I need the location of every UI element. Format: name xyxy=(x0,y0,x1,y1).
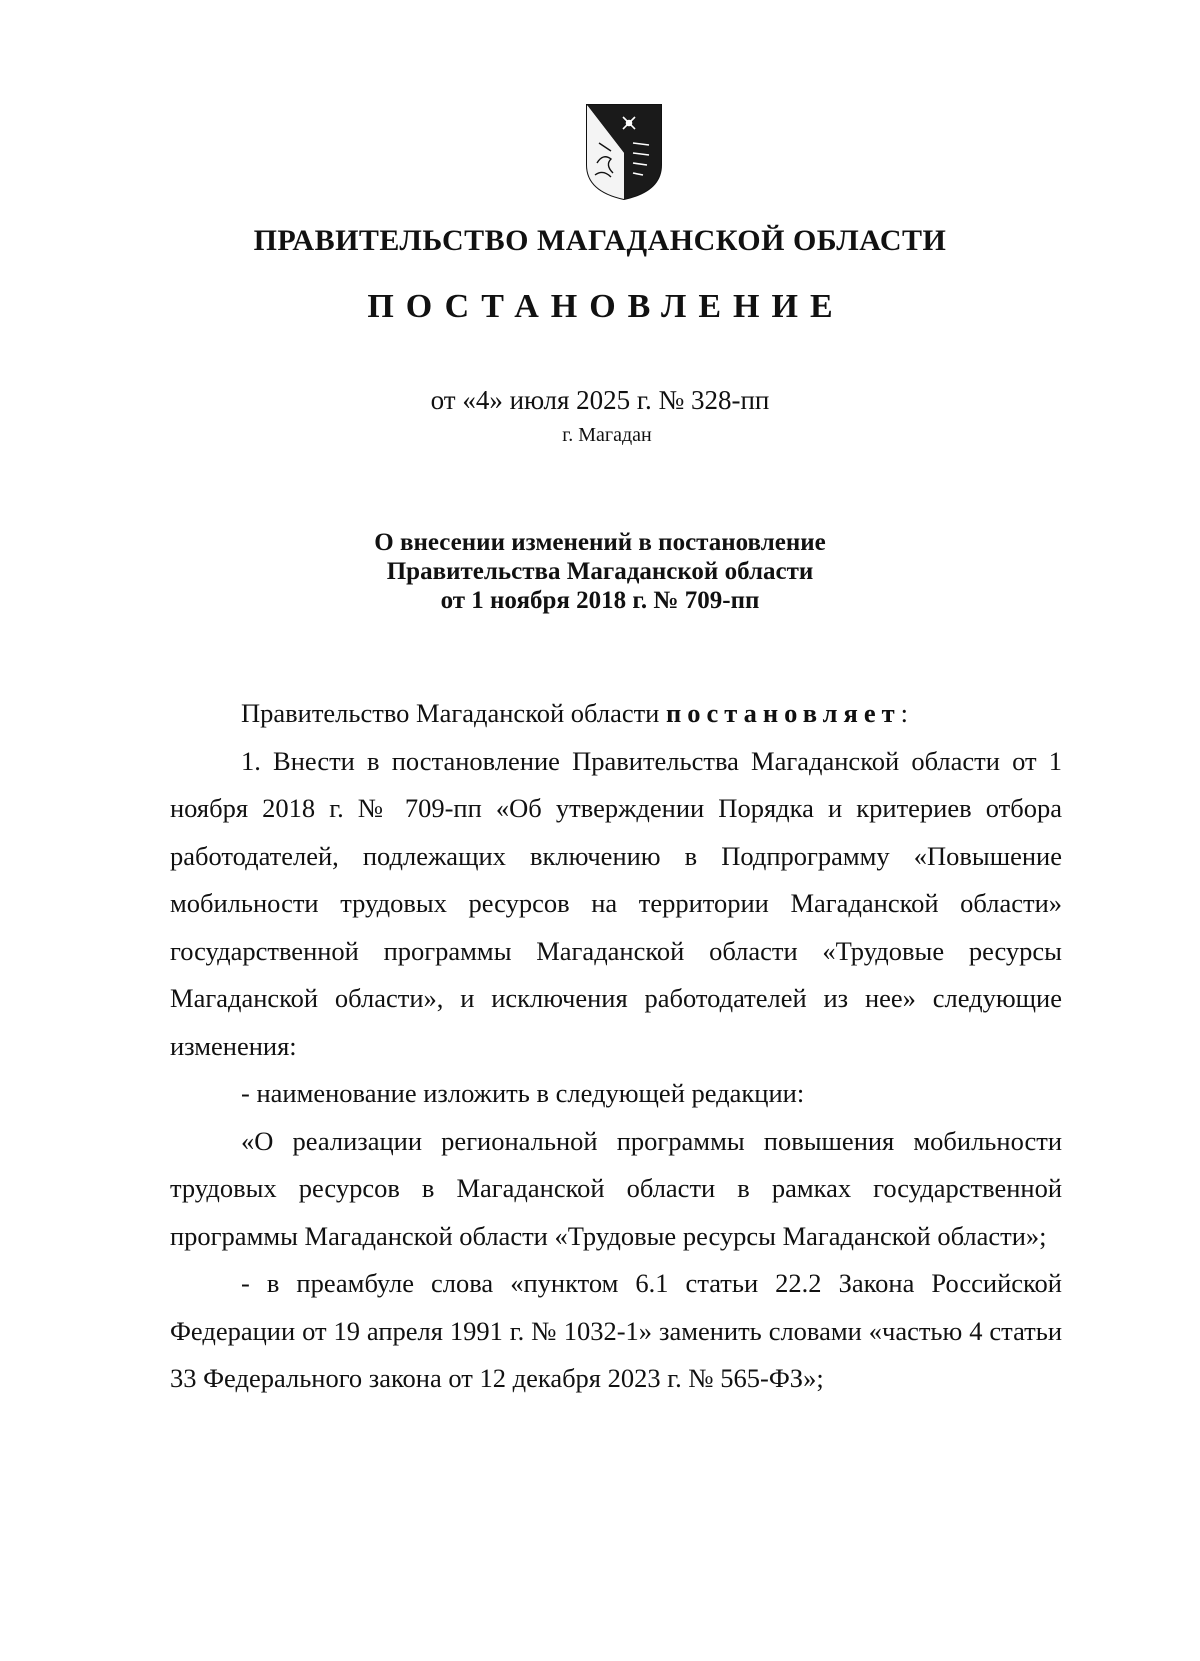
subject-heading xyxy=(0,528,1200,615)
coat-of-arms-icon xyxy=(585,103,663,201)
paragraph-2: - наименование изложить в следующей редакции: xyxy=(241,1078,805,1108)
date-number xyxy=(0,385,1200,416)
subject-line-1: О внесении изменений в постановление xyxy=(374,529,826,556)
paragraph-4: - в преамбуле слова «пунктом 6.1 статьи 22.2 Закона Российской Федерации от 19 апреля 1991 г. № 1032-1» заменить словами «частью 4 статьи 33 Федерального закона от 12 декабря 2023 г. № 565-ФЗ»; xyxy=(170,1268,1062,1393)
subject-line-2: Правительства Магаданской области xyxy=(386,558,814,585)
paragraph-3: «О реализации региональной программы повышения мобильности трудовых ресурсов в Магаданской области в рамках государственной программы Магаданской области «Трудовые ресурсы Магаданской области»; xyxy=(170,1125,1062,1251)
date-number-text: от «4» июля 2025 г. № 328-пп xyxy=(430,385,770,415)
intro-action: постановляет xyxy=(665,698,901,728)
intro-suffix: : xyxy=(900,698,909,728)
government-title: ПРАВИТЕЛЬСТВО МАГАДАНСКОЙ ОБЛАСТИ xyxy=(253,224,947,257)
intro-prefix: Правительство Магаданской области xyxy=(241,698,666,728)
document-type: ПОСТАНОВЛЕНИЕ xyxy=(367,288,845,325)
paragraph-1: 1. Внести в постановление Правительства Магаданской области от 1 ноября 2018 г. № 709-пп «Об утверждении Порядка и критериев отбора работодателей, подлежащих включению в Подпрограмму «Повышение мобильности трудовых ресурсов на территории Магаданской области» государственной программы Магаданской области «Трудовые ресурсы Магаданской области», и исключения работодателей из нее» следующие изменения: xyxy=(170,745,1062,1061)
subject-line-3: от 1 ноября 2018 г. № 709-пп xyxy=(440,587,760,614)
document-body xyxy=(170,690,1062,1403)
city: г. Магадан xyxy=(562,424,652,446)
intro-paragraph xyxy=(170,690,1062,738)
